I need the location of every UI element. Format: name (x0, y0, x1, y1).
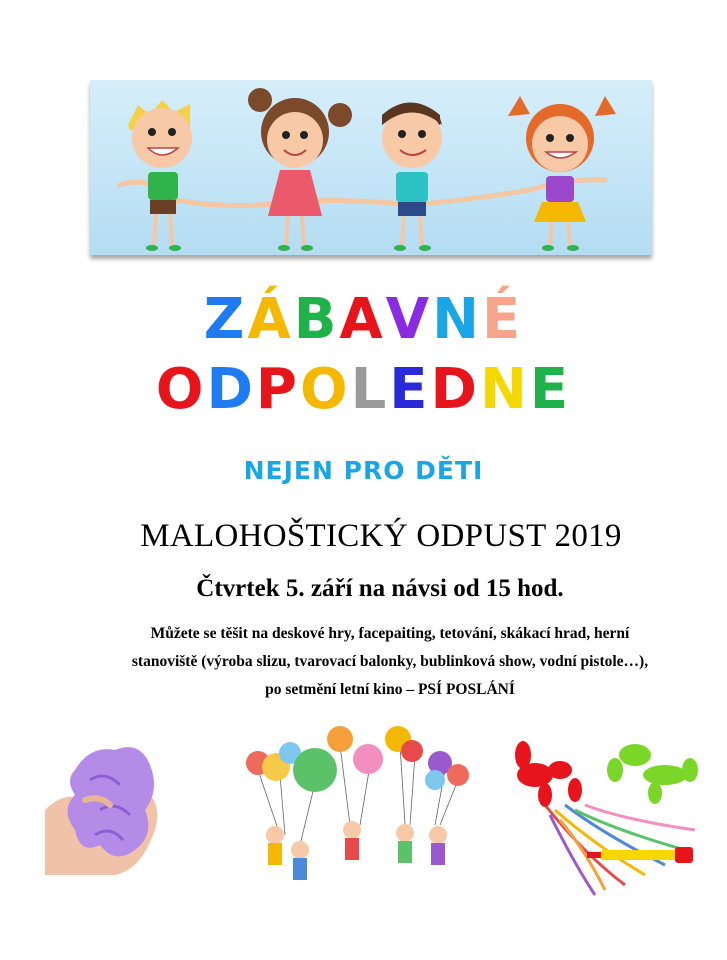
heading-letter: N (432, 287, 482, 352)
heading-letter: E (529, 357, 572, 422)
heading-letter: B (293, 287, 340, 352)
description-line: po setmění letní kino – PSÍ POSLÁNÍ (265, 681, 515, 698)
heading-letter: Á (247, 287, 294, 352)
kids-banner-image (90, 80, 652, 255)
heading-letter: D (430, 357, 481, 422)
heading-letter: O (155, 357, 207, 422)
heading-letter: V (385, 287, 433, 352)
boy-figure-1 (128, 100, 192, 251)
heading-letter: A (339, 287, 386, 352)
heading-letter: N (480, 357, 530, 422)
heading-letter: P (255, 357, 300, 422)
girl-figure-1 (248, 88, 352, 251)
balloon-animals-photo (505, 735, 705, 900)
green-balloon-dog (607, 744, 698, 804)
subtitle: NEJEN PRO DĚTI (243, 456, 484, 485)
event-date: Čtvrtek 5. září na návsi od 15 hod. (196, 575, 564, 602)
heading-letter: D (206, 357, 256, 422)
kids-with-balloons-illustration (240, 725, 480, 895)
girl-figure-2 (508, 96, 616, 251)
heading-letter: E (389, 357, 431, 422)
heading-line-2 (0, 357, 727, 422)
heading-letter: É (481, 287, 524, 352)
purple-slime-photo (45, 740, 165, 875)
red-balloon-dog (515, 741, 582, 807)
event-description (60, 620, 720, 704)
description-line: stanoviště (výroba slizu, tvarovací balonky, bublinková show, vodní pistole…), (131, 653, 649, 670)
heading-letter: L (350, 357, 390, 422)
description-line: Můžete se těšit na deskové hry, facepaiting, tetování, skákací hrad, herní (150, 625, 630, 642)
child-figures (266, 821, 447, 880)
heading-letter: O (299, 357, 351, 422)
event-title: MALOHOŠTICKÝ ODPUST 2019 (140, 518, 622, 554)
boy-figure-2 (382, 103, 442, 252)
children-holding-hands-illustration (90, 80, 652, 255)
heading-line-1 (0, 287, 727, 352)
heading-letter: Z (203, 287, 248, 352)
